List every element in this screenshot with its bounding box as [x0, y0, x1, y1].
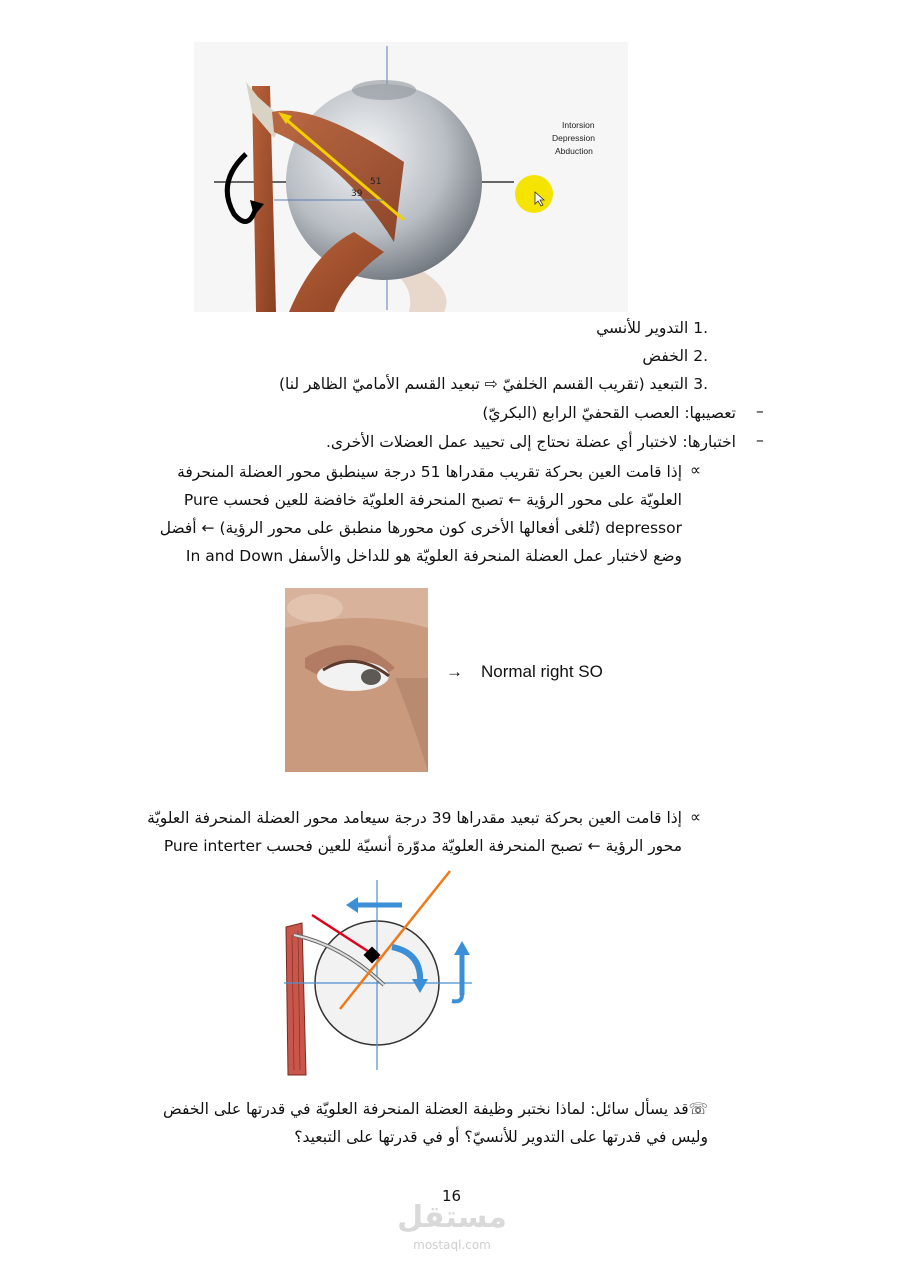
eye-muscle-figure [194, 42, 628, 312]
photo-caption-arrow: → [446, 662, 463, 681]
list-item-text: الخفض [642, 347, 689, 365]
list-item-number: .2 [693, 347, 708, 365]
list-item-text: التبعيد (تقريب القسم الخلفيّ ⇨ تبعيد القسم الأماميّ الظاهر لنا) [278, 375, 689, 393]
intorsion-label: Intorsion [562, 120, 595, 130]
question-line: ☏قد يسأل سائل: لماذا نختبر وظيفة العضلة المنحرفة العلويّة في قدرتها على الخفض [163, 1100, 708, 1118]
para2-line: إذا قامت العين بحركة تبعيد مقدراها 39 درجة سيعامد محور العضلة المنحرفة العلويّة [147, 809, 682, 827]
depression-label: Depression [552, 133, 595, 143]
angle-51-label: 51 [370, 177, 382, 187]
eye-muscle-illustration [194, 42, 628, 312]
dash-bullet: – [756, 431, 764, 449]
testing-line: اختبارها: لاختبار أي عضلة نحتاج إلى تحييد عمل العضلات الأخرى. [325, 433, 736, 451]
dash-bullet: – [756, 402, 764, 420]
photo-caption: Normal right SO [481, 662, 603, 681]
watermark-logo: مستقل [397, 1200, 507, 1235]
para1-line: إذا قامت العين بحركة تقريب مقدراها 51 درجة سينطبق محور العضلة المنحرفة [177, 463, 682, 481]
para1-line: العلويّة على محور الرؤية ← تصبح المنحرفة العلويّة خافضة للعين فحسب Pure [183, 491, 682, 509]
list-item [596, 318, 708, 338]
list-item [642, 346, 708, 366]
oblique-axis-diagram [272, 865, 482, 1080]
para1-line: وضع لاختبار عمل العضلة المنحرفة العلويّة هو للداخل والأسفل In and Down [185, 547, 682, 565]
para1-line: depressor (تُلغى أفعالها الأخرى كون محورها منطبق على محور الرؤية) ← أفضل [159, 519, 682, 537]
list-item-number: .1 [693, 319, 708, 337]
list-item [279, 374, 708, 394]
page-number: 16 [442, 1187, 462, 1205]
angle-39-label: 39 [351, 189, 363, 199]
watermark-url: mostaql.com [413, 1238, 491, 1252]
question-line: وليس في قدرتها على التدوير للأنسيّ؟ أو في قدرتها على التبعيد؟ [294, 1128, 708, 1146]
para-marker: ∝ [690, 808, 702, 826]
eye-photo [285, 588, 428, 772]
innervation-line: تعصيبها: العصب القحفيّ الرابع (البكريّ) [482, 404, 736, 422]
abduction-label: Abduction [555, 146, 593, 156]
para-marker: ∝ [690, 461, 702, 479]
list-item-text: التدوير للأنسي [596, 319, 689, 337]
para2-line: محور الرؤية ← تصبح المنحرفة العلويّة مدوّرة أنسيّة للعين فحسب Pure interter [163, 837, 682, 855]
list-item-number: .3 [693, 375, 708, 393]
